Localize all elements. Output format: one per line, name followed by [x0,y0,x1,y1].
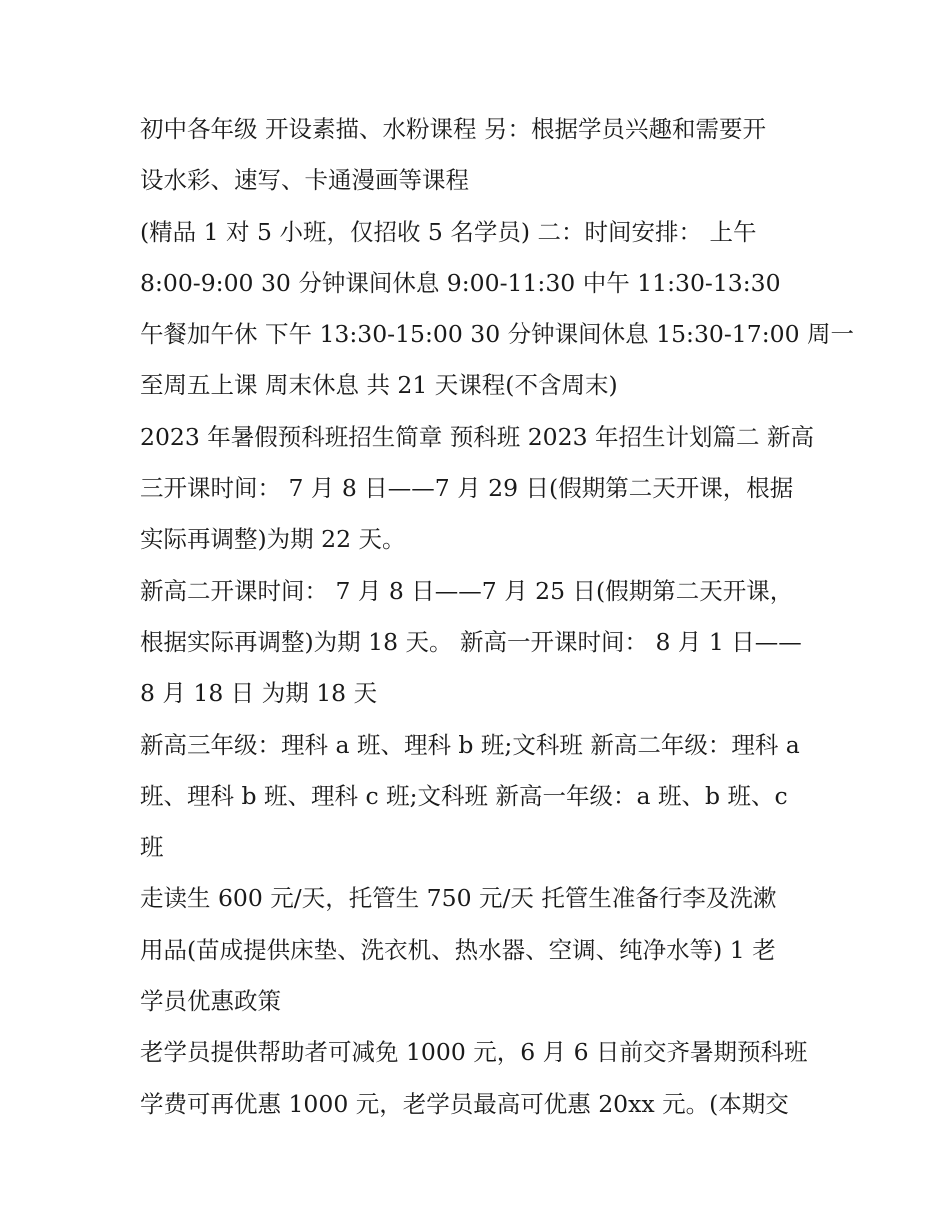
text-line: 设水彩、速写、卡通漫画等课程 [140,166,469,195]
text-line: 至周五上课 周末休息 共 21 天课程(不含周末) [140,371,618,400]
text-line: 新高二开课时间： 7 月 8 日——7 月 25 日(假期第二天开课， [140,576,794,605]
text-line: 班 [140,833,164,862]
text-line: 新高三年级：理科 a 班、理科 b 班;文科班 新高二年级：理科 a [140,730,800,759]
text-line: (精品 1 对 5 小班，仅招收 5 名学员) 二：时间安排： 上午 [140,217,757,246]
text-line: 8:00-9:00 30 分钟课间休息 9:00-11:30 中午 11:30-13:30 [140,268,781,297]
text-line: 用品(苗成提供床垫、洗衣机、热水器、空调、纯净水等) 1 老 [140,935,776,964]
text-line: 班、理科 b 班、理科 c 班;文科班 新高一年级：a 班、b 班、c [140,781,788,810]
text-line: 实际再调整)为期 22 天。 [140,525,406,554]
text-line: 8 月 18 日 为期 18 天 [140,679,378,708]
text-line: 学员优惠政策 [140,987,281,1016]
text-line: 2023 年暑假预科班招生简章 预科班 2023 年招生计划篇二 新高 [140,422,814,451]
text-line: 根据实际再调整)为期 18 天。 新高一开课时间： 8 月 1 日—— [140,627,802,656]
text-line: 初中各年级 开设素描、水粉课程 另：根据学员兴趣和需要开 [140,115,766,143]
document-body [140,104,854,1130]
text-line: 老学员提供帮助者可减免 1000 元，6 月 6 日前交齐暑期预科班 [140,1038,808,1067]
text-line: 午餐加午休 下午 13:30-15:00 30 分钟课间休息 15:30-17:00 周一 [140,320,854,349]
text-line: 学费可再优惠 1000 元，老学员最高可优惠 20xx 元。(本期交 [140,1089,789,1118]
text-line: 三开课时间： 7 月 8 日——7 月 29 日(假期第二天开课，根据 [140,474,794,503]
text-line: 走读生 600 元/天，托管生 750 元/天 托管生准备行李及洗漱 [140,884,777,913]
